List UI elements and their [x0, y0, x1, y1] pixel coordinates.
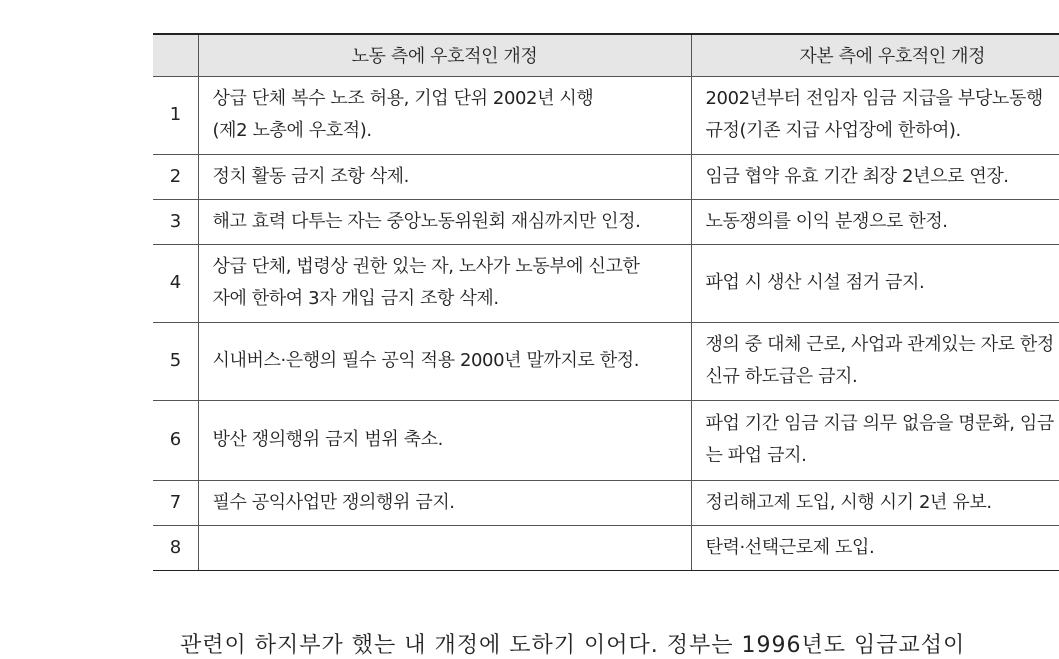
- capital-friendly-cell: [691, 76, 1059, 154]
- labor-friendly-cell: [198, 154, 691, 199]
- table-row: [153, 199, 1059, 244]
- cell-text-line: 파업 기간 임금 지급 의무 없음을 명문화, 임금: [706, 408, 1059, 440]
- amendment-table-container: [153, 33, 1059, 571]
- table-row: [153, 76, 1059, 154]
- header-labor-friendly: 노동 측에 우호적인 개정: [198, 34, 691, 76]
- labor-friendly-cell: [198, 244, 691, 322]
- cell-text-line: (제2 노총에 우호적).: [213, 115, 677, 147]
- body-paragraph-text: 관련이 하지부가 했는 내 개정에 도하기 이어다. 정부는 1996년도 임금교섭이: [180, 628, 965, 659]
- cell-text-line: 는 파업 금지.: [706, 440, 1059, 472]
- cell-text-line: 탄력·선택근로제 도입.: [706, 532, 1059, 564]
- capital-friendly-cell: [691, 400, 1059, 480]
- labor-friendly-cell: [198, 480, 691, 525]
- cell-text-line: 상급 단체, 법령상 권한 있는 자, 노사가 노동부에 신고한: [213, 251, 677, 283]
- capital-friendly-cell: [691, 525, 1059, 570]
- capital-friendly-cell: [691, 322, 1059, 400]
- cell-text-line: 신규 하도급은 금지.: [706, 361, 1059, 393]
- capital-friendly-cell: [691, 154, 1059, 199]
- cell-text-line: 해고 효력 다투는 자는 중앙노동위원회 재심까지만 인정.: [213, 206, 677, 238]
- table-row: [153, 244, 1059, 322]
- cell-text-line: 쟁의 중 대체 근로, 사업과 관계있는 자로 한정: [706, 329, 1059, 361]
- cell-text-line: 파업 시 생산 시설 점거 금지.: [706, 267, 1059, 299]
- table-row: [153, 322, 1059, 400]
- row-number: 1: [153, 76, 198, 154]
- row-number: 4: [153, 244, 198, 322]
- header-number: [153, 34, 198, 76]
- header-capital-friendly: 자본 측에 우호적인 개정: [691, 34, 1059, 76]
- cell-text-line: 규정(기존 지급 사업장에 한하여).: [706, 115, 1059, 147]
- cell-text-line: 2002년부터 전임자 임금 지급을 부당노동행: [706, 83, 1059, 115]
- cell-text-line: 방산 쟁의행위 금지 범위 축소.: [213, 424, 677, 456]
- cell-text-line: 시내버스·은행의 필수 공익 적용 2000년 말까지로 한정.: [213, 345, 677, 377]
- row-number: 7: [153, 480, 198, 525]
- labor-friendly-cell: [198, 400, 691, 480]
- table-row: [153, 400, 1059, 480]
- cell-text-line: 노동쟁의를 이익 분쟁으로 한정.: [706, 206, 1059, 238]
- labor-friendly-cell: [198, 76, 691, 154]
- capital-friendly-cell: [691, 480, 1059, 525]
- cell-text-line: 정리해고제 도입, 시행 시기 2년 유보.: [706, 487, 1059, 519]
- table-row: [153, 525, 1059, 570]
- row-number: 3: [153, 199, 198, 244]
- table-row: [153, 154, 1059, 199]
- row-number: 2: [153, 154, 198, 199]
- labor-friendly-cell: [198, 322, 691, 400]
- row-number: 8: [153, 525, 198, 570]
- capital-friendly-cell: [691, 199, 1059, 244]
- cell-text-line: 상급 단체 복수 노조 허용, 기업 단위 2002년 시행: [213, 83, 677, 115]
- cell-text-line: 임금 협약 유효 기간 최장 2년으로 연장.: [706, 161, 1059, 193]
- row-number: 6: [153, 400, 198, 480]
- table-row: [153, 480, 1059, 525]
- cell-text-line: 정치 활동 금지 조항 삭제.: [213, 161, 677, 193]
- capital-friendly-cell: [691, 244, 1059, 322]
- labor-friendly-cell: [198, 525, 691, 570]
- cell-text-line: 자에 한하여 3자 개입 금지 조항 삭제.: [213, 283, 677, 315]
- row-number: 5: [153, 322, 198, 400]
- amendment-comparison-table: [153, 33, 1059, 571]
- table-header-row: [153, 34, 1059, 76]
- cell-text-line: 필수 공익사업만 쟁의행위 금지.: [213, 487, 677, 519]
- labor-friendly-cell: [198, 199, 691, 244]
